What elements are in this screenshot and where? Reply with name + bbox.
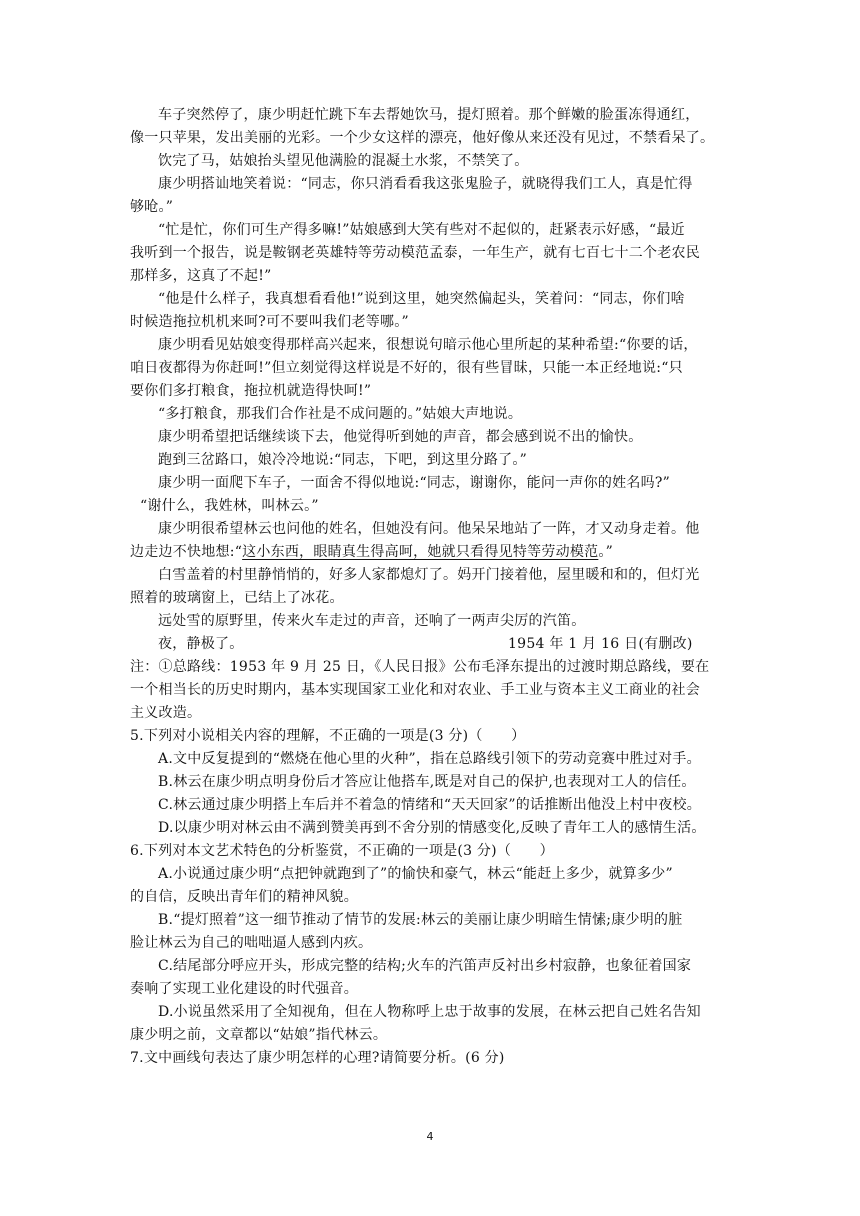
story-paragraph-13-line-2: 照着的玻璃窗上，已结上了冰花。 — [130, 590, 344, 606]
question-7-stem: 7.文中画线句表达了康少明怎样的心理?请简要分析。(6 分) — [130, 1050, 505, 1066]
question-5-option-a: A.文中反复提到的“燃烧在他心里的火种”，指在总路线引领下的劳动竞赛中胜过对手。 — [158, 751, 701, 767]
question-5-option-c: C.林云通过康少明搭上车后并不着急的情绪和“天天回家”的话推断出他没上村中夜校。 — [158, 797, 701, 813]
story-paragraph-12-line-1: 康少明很希望林云也问他的姓名，但她没有问。他呆呆地站了一阵，才又动身走着。他 — [158, 521, 700, 537]
question-6-option-d-line-1: D.小说虽然采用了全知视角，但在人物称呼上忠于故事的发展，在林云把自己姓名告知 — [158, 1004, 701, 1020]
question-5-option-d: D.以康少明对林云由不满到赞美再到不舍分别的情感变化,反映了青年工人的感情生活。 — [158, 820, 706, 836]
story-paragraph-11: “谢什么，我姓林，叫林云。” — [140, 498, 319, 514]
story-paragraph-5-line-2: 时候造拖拉机机来呵?可不要叫我们老等哪。” — [130, 314, 409, 330]
note-line-2: 一个相当长的历史时期内，基本实现国家工业化和对农业、手工业与资本主义工商业的社会 — [130, 682, 700, 698]
story-paragraph-5-line-1: “他是什么样子，我真想看看他!”说到这里，她突然偏起头，笑着问：“同志，你们啥 — [158, 291, 685, 307]
question-6-option-c-line-2: 奏响了实现工业化建设的时代强音。 — [130, 981, 358, 997]
story-paragraph-2: 饮完了马，姑娘抬头望见他满脸的混凝土水浆，不禁笑了。 — [158, 153, 529, 169]
story-paragraph-8: 康少明希望把话继续谈下去，他觉得听到她的声音，都会感到说不出的愉快。 — [158, 429, 643, 445]
thought-close: 。” — [598, 544, 614, 560]
story-paragraph-6-line-3: 要你们多打粮食，拖拉机就造得快呵!” — [130, 383, 372, 399]
source-date: 1954 年 1 月 16 日(有删改) — [508, 636, 693, 652]
question-6-option-d-line-2: 康少明之前，文章都以“姑娘”指代林云。 — [130, 1027, 388, 1043]
story-paragraph-1-line-2: 像一只苹果，发出美丽的光彩。一个少女这样的漂亮，他好像从来还没有见过，不禁看呆了。 — [130, 130, 715, 146]
story-paragraph-7: “多打粮食，那我们合作社是不成问题的。”姑娘大声地说。 — [158, 406, 523, 422]
story-paragraph-1-line-1: 车子突然停了，康少明赶忙跳下车去帮她饮马，提灯照着。那个鲜嫩的脸蛋冻得通红， — [158, 107, 700, 123]
question-5-stem: 5.下列对小说相关内容的理解，不正确的一项是(3 分)（ ） — [130, 728, 526, 744]
question-6-option-b-line-1: B.“提灯照着”这一细节推动了情节的发展:林云的美丽让康少明暗生情愫;康少明的脏 — [158, 912, 683, 928]
question-6-option-a-line-1: A.小说通过康少明“点把钟就跑到了”的愉快和豪气，林云“能赶上多少，就算多少” — [158, 866, 673, 882]
thought-intro: 边走边不快地想:“ — [130, 544, 243, 560]
story-paragraph-6-line-1: 康少明看见姑娘变得那样高兴起来，很想说句暗示他心里所起的某种希望:“你要的话， — [158, 337, 698, 353]
story-paragraph-13-line-1: 白雪盖着的村里静悄悄的，好多人家都熄灯了。妈开门接着他，屋里暖和和的，但灯光 — [158, 567, 700, 583]
story-paragraph-12-line-2 — [130, 541, 613, 563]
story-paragraph-4-line-1: “忙是忙，你们可生产得多嘛!”姑娘感到大笑有些对不起似的，赶紧表示好感，“最近 — [158, 222, 685, 238]
story-paragraph-6-line-2: 咱日夜都得为你赶呵!”但立刻觉得这样说是不好的，很有些冒昧，只能一本正经地说:“只 — [130, 360, 683, 376]
question-6-option-a-line-2: 的自信，反映出青年们的精神风貌。 — [130, 889, 358, 905]
story-paragraph-15: 夜，静极了。 — [158, 636, 244, 652]
page-number: 4 — [426, 1130, 434, 1143]
story-paragraph-9: 跑到三岔路口，娘冷冷地说:“同志，下吧，到这里分路了。” — [158, 452, 528, 468]
note-line-1: 注：①总路线：1953 年 9 月 25 日，《人民日报》公布毛泽东提出的过渡时期总路线，要在 — [130, 659, 710, 675]
question-6-option-c-line-1: C.结尾部分呼应开头，形成完整的结构;火车的汽笛声反衬出乡村寂静，也象征着国家 — [158, 958, 692, 974]
story-paragraph-3-line-1: 康少明搭讪地笑着说：“同志，你只消看看我这张鬼脸子，就晓得我们工人，真是忙得 — [158, 176, 693, 192]
question-6-option-b-line-2: 脸让林云为自己的咄咄逼人感到内疚。 — [130, 935, 373, 951]
story-paragraph-4-line-3: 那样多，这真了不起!” — [130, 268, 272, 284]
note-line-3: 主义改造。 — [130, 705, 202, 721]
question-5-option-b: B.林云在康少明点明身份后才答应让他搭车,既是对自己的保护,也表现对工人的信任。 — [158, 774, 696, 790]
story-paragraph-14: 远处雪的原野里，传来火车走过的声音，还响了一两声尖厉的汽笛。 — [158, 613, 586, 629]
story-paragraph-10: 康少明一面爬下车子，一面舍不得似地说:“同志，谢谢你，能问一声你的姓名吗?” — [158, 475, 671, 491]
underlined-sentence: 这小东西，眼睛真生得高呵，她就只看得见特等劳动模范 — [242, 544, 599, 560]
question-6-stem: 6.下列对本文艺术特色的分析鉴赏，不正确的一项是(3 分)（ ） — [130, 843, 554, 859]
story-paragraph-3-line-2: 够呛。” — [130, 199, 174, 215]
story-paragraph-4-line-2: 我听到一个报告，说是鞍钢老英雄特等劳动模范孟泰，一年生产，就有七百七十二个老农民 — [130, 245, 700, 261]
